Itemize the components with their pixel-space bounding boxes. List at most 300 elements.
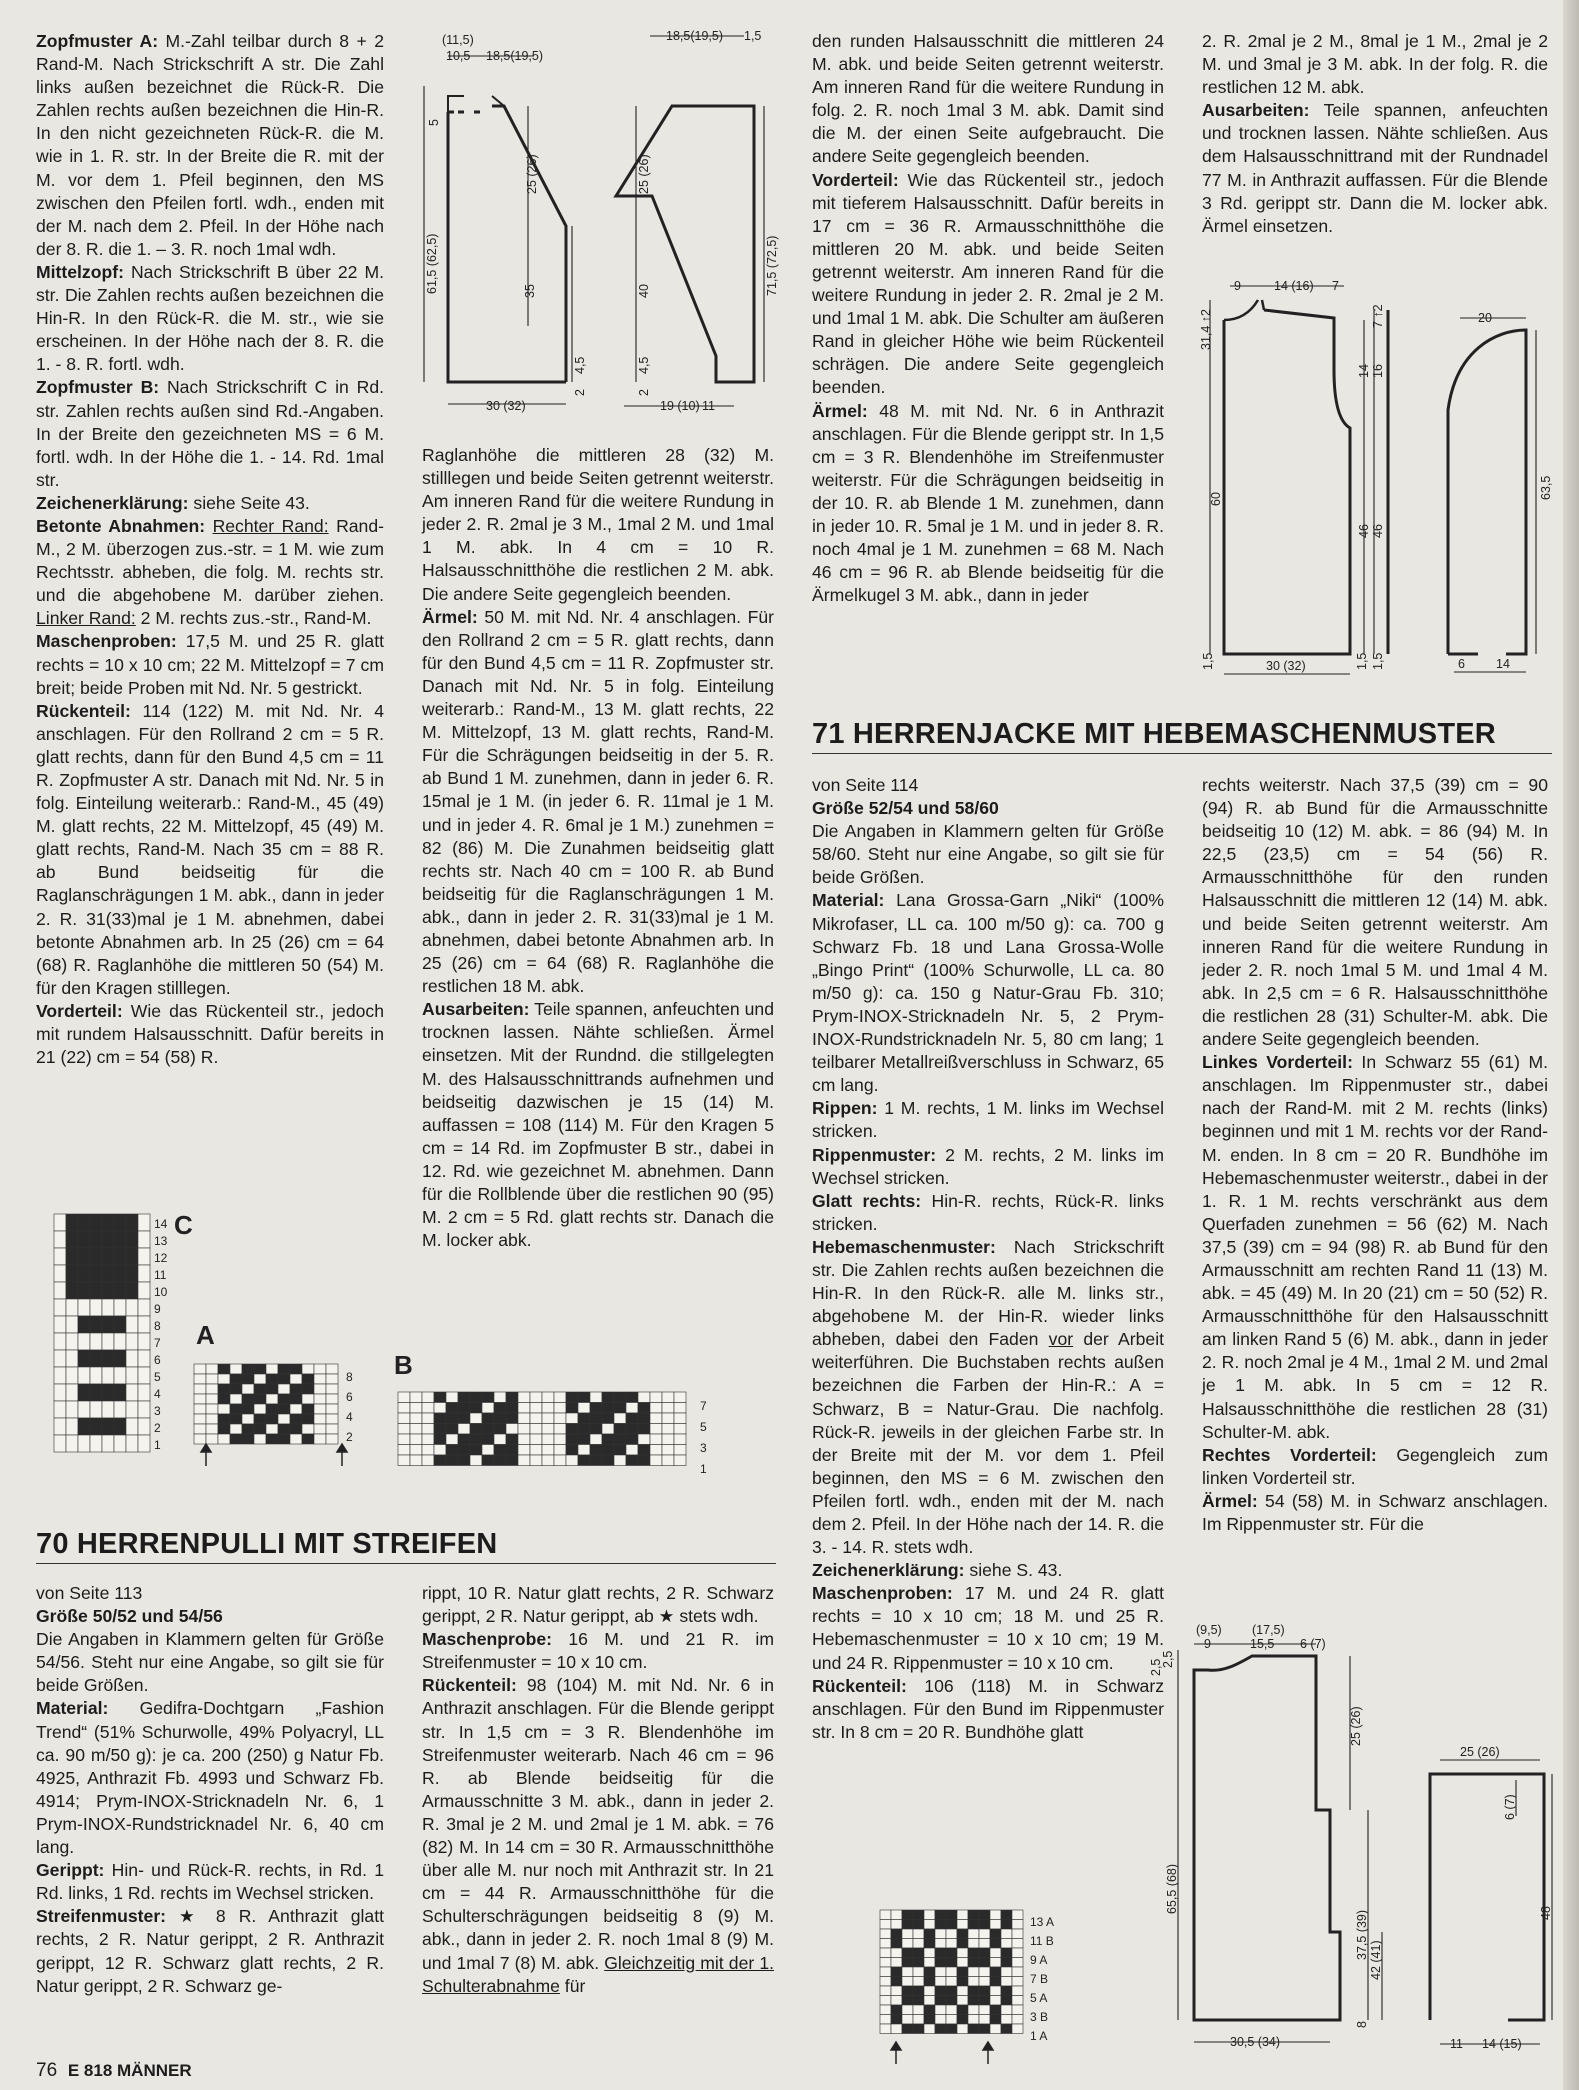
chart-cell — [470, 1424, 482, 1435]
chart-cell — [957, 1920, 968, 1930]
chart-cell — [946, 2015, 957, 2025]
chart-cell — [990, 1977, 1001, 1987]
chart-cell — [482, 1392, 494, 1403]
chart-cell — [102, 1435, 114, 1452]
chart-cell — [935, 2005, 946, 2015]
column-70-left — [36, 1582, 384, 1998]
chart-cell — [410, 1455, 422, 1466]
chart-cell — [1001, 1910, 1012, 1920]
chart-cell — [326, 1434, 338, 1444]
chart-cell — [54, 1367, 66, 1384]
chart-cell — [446, 1455, 458, 1466]
chart-cell — [957, 1929, 968, 1939]
row-label: 5 A — [1030, 1991, 1048, 2005]
chart-cell — [54, 1248, 66, 1265]
chart-cell — [482, 1413, 494, 1424]
chart-cell — [602, 1445, 614, 1456]
chart-cell — [880, 1939, 891, 1949]
chart-cell — [470, 1403, 482, 1414]
chart-cell — [590, 1455, 602, 1466]
chart-cell — [946, 2024, 957, 2034]
ausarbeiten-70: Ausarbeiten: Teile spannen, anfeuchten und trocknen lassen. Nähte schließen. Aus dem Halsausschnittrand mit der Rundnadel 77 M. in Anthrazit auffassen. Für die Blende 3 Rd. gerippt str. Dann die M. locker abk. Ärmel einsetzen. — [1202, 100, 1548, 236]
chart-cell — [422, 1392, 434, 1403]
dim-label: 11 — [1450, 2037, 1463, 2051]
chart-cell — [968, 2024, 979, 2034]
chart-cell — [924, 1996, 935, 2006]
chart-cell — [54, 1214, 66, 1231]
dim-label: 6 — [1458, 657, 1465, 671]
chart-cell — [1012, 1958, 1023, 1968]
chart-cell — [54, 1299, 66, 1316]
dim-label: 18,5(19,5) — [486, 49, 543, 63]
chart-cell — [1012, 2015, 1023, 2025]
dim-label: 9 — [1234, 279, 1241, 293]
chart-cell — [614, 1413, 626, 1424]
vorderteil: Vorderteil: Wie das Rückenteil str., jedoch mit rundem Halsausschnitt. Dafür bereits in 21 (22) cm = 54 (58) R. — [36, 1000, 384, 1068]
chart-cell — [913, 2015, 924, 2025]
chart-cell — [935, 1939, 946, 1949]
chart-cell — [66, 1418, 78, 1435]
chart-cell — [924, 2015, 935, 2025]
chart-cell — [935, 1996, 946, 2006]
chart-cell — [566, 1434, 578, 1445]
row-label: 4 — [346, 1410, 353, 1424]
rippen: Rippen: 1 M. rechts, 1 M. links im Wechsel stricken. — [812, 1098, 1164, 1142]
chart-cell — [102, 1231, 114, 1248]
dim-label: 6 (7) — [1300, 1637, 1326, 1651]
chart-cell — [891, 1929, 902, 1939]
chart-cell — [935, 2015, 946, 2025]
chart-cell — [542, 1424, 554, 1435]
chart-cell — [90, 1435, 102, 1452]
chart-cell — [254, 1364, 266, 1374]
chart-cell — [434, 1392, 446, 1403]
chart-cell — [638, 1403, 650, 1414]
chart-cell — [302, 1404, 314, 1414]
chart-cell — [90, 1401, 102, 1418]
chart-cell — [482, 1455, 494, 1466]
chart-cell — [946, 1939, 957, 1949]
chart-cell — [530, 1434, 542, 1445]
dim-label: 10,5 — [446, 49, 471, 63]
chart-cell — [602, 1392, 614, 1403]
chart-cell — [434, 1434, 446, 1445]
chart-cell — [924, 1920, 935, 1930]
chart-cell — [266, 1364, 278, 1374]
maschenproben: Maschenproben: 17,5 M. und 25 R. glatt rechts = 10 x 10 cm; 22 M. Mittelzopf = 7 cm breit; beide Proben mit Nd. Nr. 5 gestrickt. — [36, 631, 384, 698]
chart-cell — [66, 1350, 78, 1367]
chart-cell — [880, 1958, 891, 1968]
chart-cell — [398, 1403, 410, 1414]
chart-cell — [54, 1435, 66, 1452]
chart-cell — [578, 1455, 590, 1466]
chart-cell — [114, 1418, 126, 1435]
dim-label: (11,5) — [442, 33, 474, 47]
chart-cell — [518, 1434, 530, 1445]
schematic-jacket-71 — [1120, 1620, 1560, 2060]
chart-cell — [1012, 2005, 1023, 2015]
chart-cell — [446, 1392, 458, 1403]
chart-cell — [968, 1967, 979, 1977]
chart-cell — [206, 1384, 218, 1394]
chart-cell — [138, 1435, 150, 1452]
chart-cell — [422, 1434, 434, 1445]
chart-cell — [494, 1445, 506, 1456]
dim-label: 5 — [427, 119, 441, 126]
chart-cell — [66, 1316, 78, 1333]
chart-cell — [278, 1364, 290, 1374]
chart-cell — [626, 1413, 638, 1424]
chart-cell — [230, 1434, 242, 1444]
groesse: Größe 50/52 und 54/56 — [36, 1606, 223, 1627]
chart-cell — [278, 1374, 290, 1384]
dim-label: 18,5(19,5) — [666, 29, 723, 43]
dim-label: 19 (10) — [660, 399, 700, 413]
chart-cell — [290, 1404, 302, 1414]
dim-label: 46 — [1371, 524, 1385, 538]
chart-cell — [957, 2024, 968, 2034]
chart-cell — [590, 1424, 602, 1435]
dim-label: 25 (26) — [1349, 1706, 1363, 1746]
chart-cell — [674, 1424, 686, 1435]
chart-cell — [446, 1424, 458, 1435]
row-label: 7 — [154, 1336, 161, 1350]
dim-label: 42 (41) — [1369, 1940, 1383, 1980]
dim-label: 71,5 (72,5) — [765, 235, 779, 296]
dim-label: 1,5 — [744, 29, 762, 43]
chart-cell — [422, 1445, 434, 1456]
chart-cell — [206, 1364, 218, 1374]
chart-cell — [880, 1967, 891, 1977]
chart-cell — [278, 1414, 290, 1424]
chart-cell — [902, 1977, 913, 1987]
chart-cell — [990, 1967, 1001, 1977]
chart-cell — [194, 1394, 206, 1404]
dim-label: 60 — [1209, 492, 1223, 506]
chart-cell — [506, 1424, 518, 1435]
chart-cell — [902, 1967, 913, 1977]
chart-cell — [880, 1920, 891, 1930]
chart-cell — [206, 1374, 218, 1384]
chart-cell — [126, 1401, 138, 1418]
dim-label: 11 — [702, 399, 715, 413]
chart-cell — [458, 1403, 470, 1414]
chart-cell — [102, 1401, 114, 1418]
chart-cell — [1012, 2024, 1023, 2034]
chart-cell — [891, 2005, 902, 2015]
chart-cell — [398, 1413, 410, 1424]
chart-cell — [78, 1214, 90, 1231]
chart-cell — [924, 1939, 935, 1949]
chart-cell — [138, 1333, 150, 1350]
chart-cell — [979, 1967, 990, 1977]
chart-cell — [590, 1403, 602, 1414]
dim-label: 37,5 (39) — [1355, 1909, 1369, 1960]
chart-cell — [434, 1445, 446, 1456]
dim-label: 4,5 — [637, 356, 651, 374]
chart-cell — [946, 1948, 957, 1958]
chart-cell — [554, 1413, 566, 1424]
dim-label: 6 (7) — [1503, 1794, 1517, 1820]
chart-cell — [530, 1424, 542, 1435]
chart-cell — [54, 1282, 66, 1299]
chart-cell — [102, 1248, 114, 1265]
chart-cell — [946, 1920, 957, 1930]
chart-cell — [913, 1920, 924, 1930]
dim-label: 14 (15) — [1482, 2037, 1522, 2051]
chart-cell — [230, 1424, 242, 1434]
chart-cell — [230, 1394, 242, 1404]
chart-cell — [138, 1299, 150, 1316]
chart-cell — [194, 1434, 206, 1444]
chart-cell — [126, 1384, 138, 1401]
chart-cell — [578, 1424, 590, 1435]
chart-cell — [946, 1996, 957, 2006]
chart-cell — [90, 1282, 102, 1299]
chart-cell — [662, 1424, 674, 1435]
chart-cell — [891, 1986, 902, 1996]
rippenmuster: Rippenmuster: 2 M. rechts, 2 M. links im Wechsel stricken. — [812, 1144, 1164, 1188]
chart-cell — [494, 1413, 506, 1424]
maschenprobe: Maschenprobe: 16 M. und 21 R. im Streifenmuster = 10 x 10 cm. — [422, 1629, 774, 1673]
dim-label: 14 — [1357, 364, 1371, 378]
chart-cell — [66, 1231, 78, 1248]
chart-cell — [924, 1986, 935, 1996]
chart-cell — [90, 1248, 102, 1265]
column-3 — [812, 30, 1164, 607]
chart-cell — [326, 1404, 338, 1414]
col3-text: den runden Halsausschnitt die mittleren 24 M. abk. und beide Seiten getrennt weiterstr. Am inneren Rand für die weitere Rundung in folg. 2. R. noch 1mal 3 M. abk. Damit sind die M. der einen Seite aufgebraucht. Die andere Seite gegengleich beenden. — [812, 31, 1164, 167]
row-label: 1 A — [1030, 2029, 1048, 2043]
chart-cell — [138, 1282, 150, 1299]
chart-cell — [880, 2024, 891, 2034]
chart-cell — [410, 1424, 422, 1435]
chart-cell — [470, 1434, 482, 1445]
chart-cell — [410, 1403, 422, 1414]
chart-cell — [935, 1929, 946, 1939]
chart-cell — [242, 1384, 254, 1394]
chart-cell — [398, 1424, 410, 1435]
chart-cell — [66, 1282, 78, 1299]
row-label: 11 — [154, 1268, 167, 1282]
chart-cell — [266, 1434, 278, 1444]
chart-cell — [946, 1958, 957, 1968]
chart-cell — [935, 1986, 946, 1996]
chart-cell — [54, 1401, 66, 1418]
chart-cell — [90, 1418, 102, 1435]
chart-cell — [902, 1948, 913, 1958]
chart-cell — [968, 2005, 979, 2015]
chart-cell — [66, 1435, 78, 1452]
dim-label: 65,5 (68) — [1165, 1863, 1179, 1914]
col2-text: Raglanhöhe die mittleren 28 (32) M. stilllegen und beide Seiten getrennt weiterstr. Am inneren Rand für die weitere Rundung in jeder 2. R. 2mal je 3 M., 1mal 2 M. und 1mal 1 M. abk. In 4 cm = 10 R. Halsausschnitthöhe die restlichen 2 M. abk. Die andere Seite gegengleich beenden. — [422, 445, 774, 604]
chart-cell — [638, 1424, 650, 1435]
chart-cell — [674, 1455, 686, 1466]
chart-cell — [506, 1434, 518, 1445]
chart-cell — [446, 1403, 458, 1414]
chart-cell — [924, 2005, 935, 2015]
chart-cell — [957, 1948, 968, 1958]
chart-cell — [650, 1403, 662, 1414]
row-label: 7 — [700, 1399, 707, 1413]
repeat-arrows — [201, 1444, 347, 1466]
dim-label: (17,5) — [1252, 1623, 1285, 1637]
chart-cell — [990, 1910, 1001, 1920]
chart-cell — [494, 1403, 506, 1414]
chart-cell — [935, 1910, 946, 1920]
chart-cell — [913, 1977, 924, 1987]
chart-cell — [302, 1424, 314, 1434]
chart-cell — [957, 1958, 968, 1968]
chart-cell — [891, 1958, 902, 1968]
chart-cell — [302, 1414, 314, 1424]
dim-label: 1,5 — [1371, 652, 1385, 670]
row-label: 3 — [700, 1441, 707, 1455]
chart-cell — [138, 1214, 150, 1231]
chart-cell — [518, 1392, 530, 1403]
chart-cell — [278, 1384, 290, 1394]
chart-cell — [194, 1384, 206, 1394]
chart-cell — [54, 1316, 66, 1333]
chart-cell — [254, 1394, 266, 1404]
chart-cell — [979, 1910, 990, 1920]
row-label: 10 — [154, 1285, 168, 1299]
chart-cell — [422, 1455, 434, 1466]
column-2 — [422, 444, 774, 1252]
row-label: 13 — [154, 1234, 168, 1248]
chart-cell — [891, 2024, 902, 2034]
chart-cell — [470, 1413, 482, 1424]
linkes-vorderteil: Linkes Vorderteil: In Schwarz 55 (61) M. anschlagen. Im Rippenmuster str., dabei nach der Rand-M. mit 2 M. rechts (links) beginnen und mit 1 M. rechts vor der Rand-M. enden. In 8 cm = 20 R. Bundhöhe im Hebemaschenmuster weiterstr., dabei in der 1. R. 1 M. rechts verschränkt aus dem Querfaden zunehmen = 56 (62) M. Nach 37,5 (39) cm = 94 (98) R. ab Bund für den Armausschnitt am rechten Rand 11 (13) M. abk. = 45 (49) M. In 20 (21) cm = 50 (52) R. Armausschnitthöhe für den Halsausschnitt am linken Rand 5 (6) M. abk., dann in jeder 2. R. noch 2mal je 4 M., 1mal 2 M. und 2mal je 1 M. abk. In 5 cm = 12 R. Halsausschnitthöhe die restlichen 28 (31) Schulter-M. abk. — [1202, 1052, 1548, 1442]
chart-cell — [554, 1455, 566, 1466]
vorderteil-70: Vorderteil: Wie das Rückenteil str., jedoch mit tieferem Halsausschnitt. Dafür bereits in 17 cm = 36 R. Armausschnitthöhe die mittleren 20 M. abk. und beide Seiten getrennt weiterstr. Am inneren Rand für die weitere Rundung in jeder 2. R. 2mal je 2 M. und 1mal 1 M. abk. Die Schulter am äußeren Rand in gleicher Höhe wie beim Rückenteil schrägen. Die andere Seite gegengleich beenden. — [812, 169, 1164, 398]
chart-cell — [506, 1403, 518, 1414]
chart-cell — [302, 1364, 314, 1374]
chart-cell — [979, 1929, 990, 1939]
dim-label: 15,5 — [1250, 1637, 1275, 1651]
chart-cell — [506, 1413, 518, 1424]
chart-cell — [102, 1350, 114, 1367]
chart-cell — [530, 1445, 542, 1456]
chart-cell — [114, 1265, 126, 1282]
dim-label: 30 (32) — [486, 399, 526, 413]
chart-cell — [1012, 1948, 1023, 1958]
chart-cell — [542, 1455, 554, 1466]
chart-cell — [194, 1424, 206, 1434]
dim-label: 2 — [573, 389, 587, 396]
chart-cell — [314, 1374, 326, 1384]
chart-cell — [290, 1414, 302, 1424]
chart-cell — [578, 1392, 590, 1403]
chart-cell — [1001, 2024, 1012, 2034]
chart-cell — [979, 1939, 990, 1949]
chart-cell — [206, 1394, 218, 1404]
dim-label: 2,5 — [1149, 1658, 1163, 1676]
chart-cell — [482, 1403, 494, 1414]
chart-cell — [590, 1392, 602, 1403]
chart-cell — [968, 1910, 979, 1920]
chart-cell — [614, 1403, 626, 1414]
chart-cell — [242, 1424, 254, 1434]
chart-cell — [266, 1374, 278, 1384]
chart-cell — [194, 1414, 206, 1424]
chart-cell — [126, 1265, 138, 1282]
chart-cell — [1012, 1929, 1023, 1939]
chart-cell — [66, 1299, 78, 1316]
chart-cell — [902, 2015, 913, 2025]
chart-cell — [602, 1413, 614, 1424]
schematic-pullover-70 — [1196, 270, 1556, 680]
chart-cell — [554, 1445, 566, 1456]
chart-cell — [968, 1958, 979, 1968]
chart-cell — [78, 1435, 90, 1452]
col2-cont: rippt, 10 R. Natur glatt rechts, 2 R. Schwarz gerippt, 2 R. Natur gerippt, ab ★ stets wdh. — [422, 1583, 774, 1627]
dim-label: 25 (26) — [525, 154, 539, 194]
chart-cell — [542, 1403, 554, 1414]
row-label: 6 — [346, 1390, 353, 1404]
chart-cell — [90, 1265, 102, 1282]
chart-cell — [662, 1392, 674, 1403]
chart-cell — [102, 1384, 114, 1401]
row-label: 11 B — [1030, 1934, 1054, 1948]
chart-cell — [78, 1401, 90, 1418]
chart-cell — [434, 1424, 446, 1435]
chart-cell — [482, 1424, 494, 1435]
chart-cell — [398, 1445, 410, 1456]
chart-cell — [506, 1455, 518, 1466]
chart-cell — [602, 1434, 614, 1445]
chart-cell — [891, 1910, 902, 1920]
chart-cell — [206, 1404, 218, 1414]
chart-cell — [434, 1413, 446, 1424]
chart-cell — [518, 1455, 530, 1466]
chart-cell — [990, 1920, 1001, 1930]
zeichenerklaerung: Zeichenerklärung: siehe Seite 43. — [36, 492, 310, 513]
chart-cell — [924, 1967, 935, 1977]
angaben-71: Die Angaben in Klammern gelten für Größe 58/60. Steht nur eine Angabe, so gilt sie für beide Größen. — [812, 821, 1164, 888]
chart-cell — [662, 1413, 674, 1424]
chart-cell — [114, 1248, 126, 1265]
chart-cell — [880, 1986, 891, 1996]
chart-cell — [674, 1403, 686, 1414]
dim-label: (9,5) — [1196, 1623, 1222, 1637]
chart-cell — [102, 1316, 114, 1333]
chart-cell — [314, 1364, 326, 1374]
chart-cell — [102, 1418, 114, 1435]
chart-cell — [566, 1455, 578, 1466]
column-4 — [1202, 30, 1548, 238]
chart-cell — [102, 1333, 114, 1350]
chart-cell — [880, 2015, 891, 2025]
chart-cell — [891, 1948, 902, 1958]
zeichen-71: Zeichenerklärung: siehe S. 43. — [812, 1560, 1063, 1581]
chart-cell — [626, 1455, 638, 1466]
chart-cell — [602, 1403, 614, 1414]
chart-cell — [90, 1384, 102, 1401]
chart-cell — [614, 1445, 626, 1456]
chart-cell — [566, 1403, 578, 1414]
chart-cell — [138, 1350, 150, 1367]
chart-cell — [470, 1445, 482, 1456]
chart-cell — [542, 1413, 554, 1424]
chart-cell — [482, 1434, 494, 1445]
dim-label: 16 — [1371, 364, 1385, 378]
ausarbeiten: Ausarbeiten: Teile spannen, anfeuchten und trocknen lassen. Nähte schließen. Ärmel einsetzen. Mit der Rundnd. die stillgelegten M. des Halsausschnittrands aufnehmen und beidseitig dazwischen je 15 (14) M. auffassen = 108 (114) M. Für den Kragen 5 cm = 14 Rd. im Zopfmuster B str., dabei in 12. Rd. wie gezeichnet M. abnehmen. Dann für die Rollblende über die restlichen 90 (95) M. 2 cm = 5 Rd. glatt rechts str. Danach die M. locker abk. — [422, 999, 774, 1251]
chart-cell — [924, 1958, 935, 1968]
chart-cell — [626, 1445, 638, 1456]
chart-cell — [990, 2015, 1001, 2025]
chart-cell — [326, 1394, 338, 1404]
